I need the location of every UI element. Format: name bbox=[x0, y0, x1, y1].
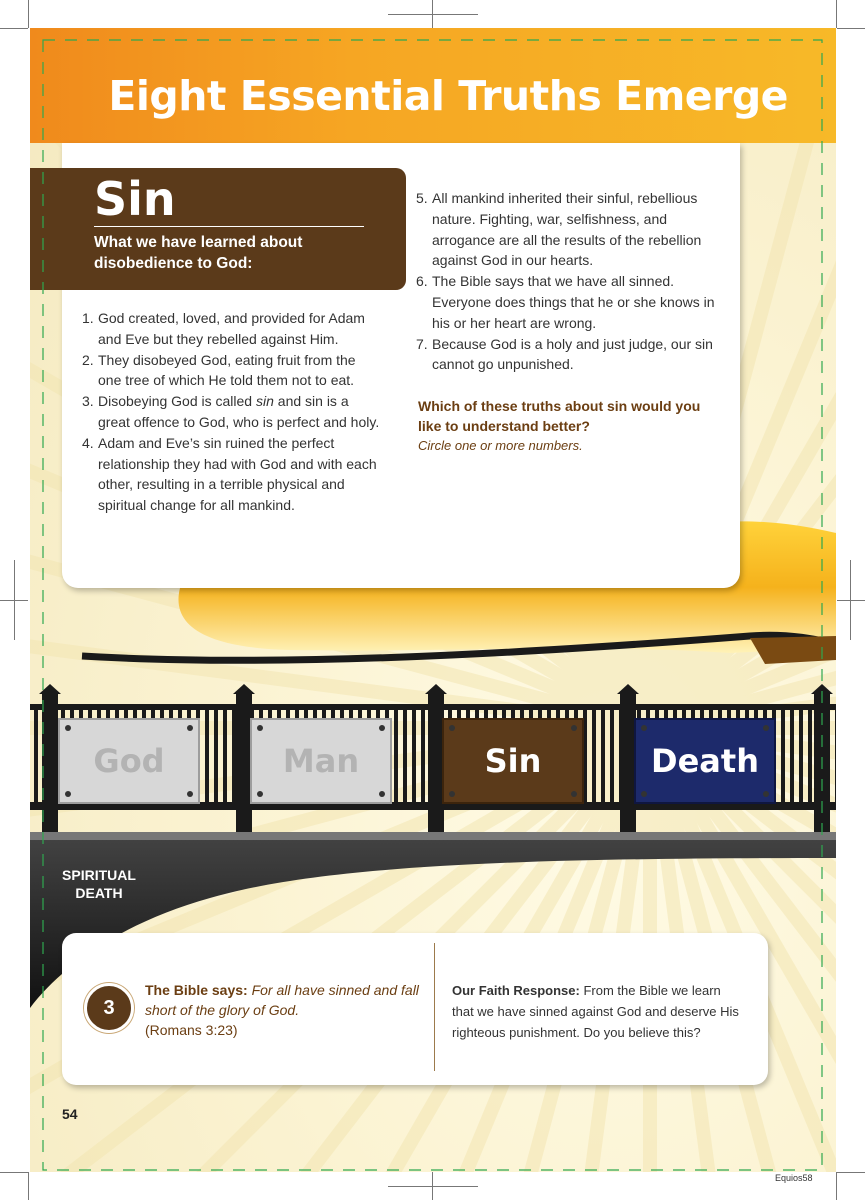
list-item: 3. Disobeying God is called sin and sin is a great offence to God, who is perfect and holy. bbox=[82, 393, 380, 430]
page-number: 54 bbox=[62, 1106, 78, 1122]
page-title: Eight Essential Truths Emerge bbox=[108, 72, 788, 120]
crop-mark bbox=[0, 28, 28, 29]
list-item: 2. They disobeyed God, eating fruit from the one tree of which He told them not to eat. bbox=[82, 351, 356, 389]
instruction-text: Circle one or more numbers. bbox=[418, 438, 583, 453]
sign-god: God bbox=[58, 718, 200, 804]
road-label: SPIRITUAL DEATH bbox=[62, 867, 136, 901]
truths-list-left bbox=[82, 308, 382, 516]
sign-sin: Sin bbox=[442, 718, 584, 804]
crop-mark bbox=[432, 1172, 433, 1200]
crop-mark bbox=[837, 28, 865, 29]
footer-code: Equios58 bbox=[775, 1173, 813, 1183]
list-item: 7. Because God is a holy and just judge, our sin cannot go unpunished. bbox=[416, 335, 713, 373]
crop-mark bbox=[837, 600, 865, 601]
crop-mark bbox=[836, 0, 837, 28]
crop-mark bbox=[850, 560, 851, 640]
crop-mark bbox=[836, 1172, 837, 1200]
lesson-number-badge: 3 bbox=[84, 983, 134, 1033]
list-item: 5. All mankind inherited their sinful, rebellious nature. Fighting, war, selfishness, and arrogance are all the results of the rebellion against God in our hearts. bbox=[416, 190, 702, 269]
crop-mark bbox=[0, 1172, 28, 1173]
faith-response: Our Faith Response: From the Bible we learn that we have sinned against God and deserve His righteous punishment. Do you believe this? bbox=[452, 983, 739, 1040]
crop-mark bbox=[837, 1172, 865, 1173]
sign-man: Man bbox=[250, 718, 392, 804]
crop-mark bbox=[28, 0, 29, 28]
crop-mark bbox=[14, 560, 15, 640]
list-item: 1. God created, loved, and provided for Adam and Eve but they rebelled against Him. bbox=[82, 310, 365, 347]
list-item: 6. The Bible says that we have all sinned. Everyone does things that he or she knows in his or her heart are wrong. bbox=[416, 273, 715, 331]
section-title: Sin bbox=[94, 172, 176, 226]
crop-mark bbox=[388, 14, 478, 15]
title-rule bbox=[94, 226, 364, 227]
reflection-question: Which of these truths about sin would you like to understand better? bbox=[418, 398, 701, 434]
crop-mark bbox=[28, 1172, 29, 1200]
sign-death: Death bbox=[634, 718, 776, 804]
crop-mark bbox=[432, 0, 433, 28]
page bbox=[30, 28, 836, 1172]
crop-mark bbox=[388, 1186, 478, 1187]
list-item: 4. Adam and Eve’s sin ruined the perfect relationship they had with God and with each other, resulting in a terrible physical and spiritual change for all mankind. bbox=[82, 434, 377, 514]
section-subtitle: What we have learned about disobedience to God: bbox=[94, 234, 303, 272]
divider bbox=[434, 943, 435, 1071]
bible-says: The Bible says: For all have sinned and fall short of the glory of God. (Romans 3:23) bbox=[145, 982, 419, 1038]
truths-list-right bbox=[416, 188, 716, 375]
